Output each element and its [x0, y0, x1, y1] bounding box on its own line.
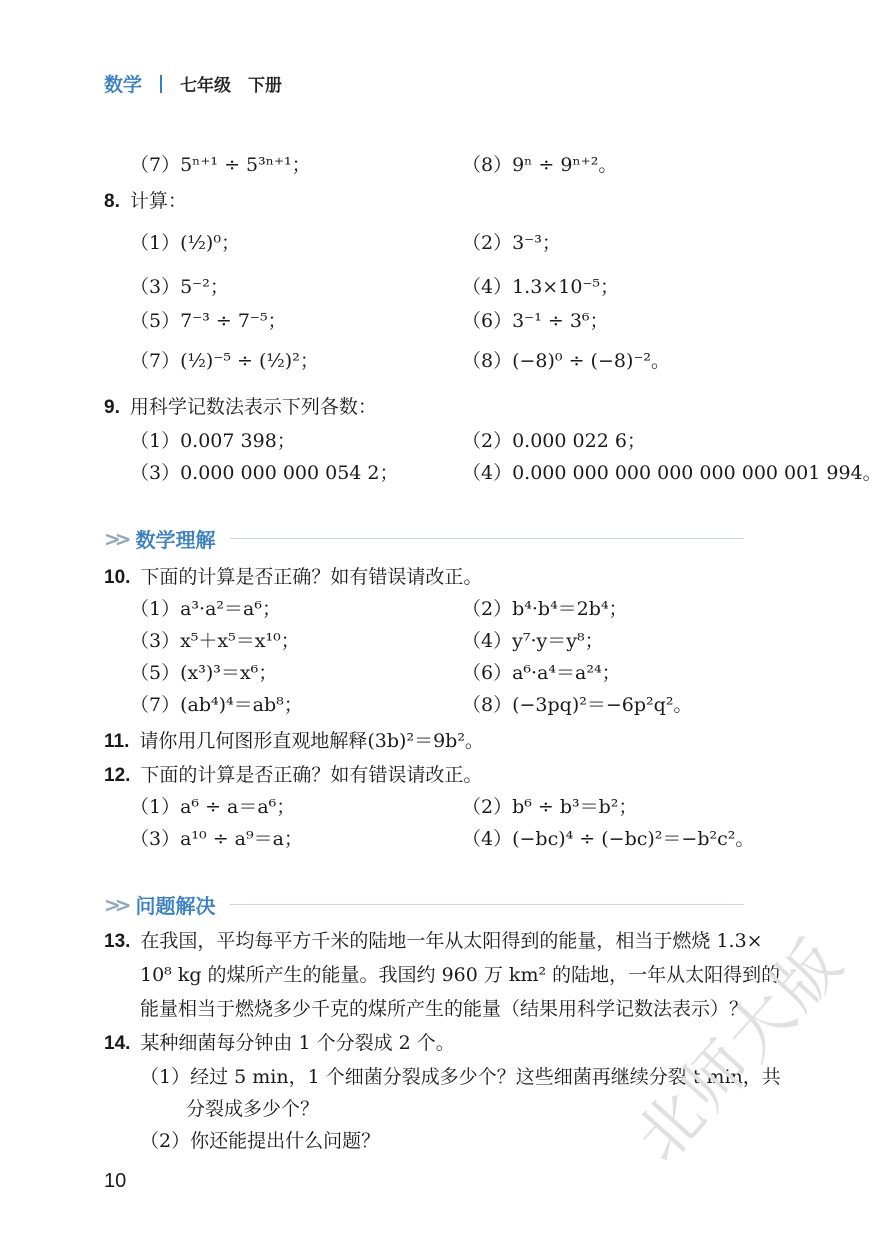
exercise-row: [130, 346, 794, 373]
page-header: [104, 70, 282, 97]
question-13-line: 能量相当于燃烧多少千克的煤所产生的能量（结果用科学记数法表示）？: [140, 998, 749, 1020]
question-13-line: 10⁸ kg 的煤所产生的能量。我国约 960 万 km² 的陆地，一年从太阳得到的: [140, 964, 781, 986]
item: （8）9ⁿ ÷ 9ⁿ⁺²。: [462, 154, 618, 176]
exercise-row: [130, 626, 794, 653]
exercise-row: [130, 658, 794, 685]
question-14: 14. 某种细菌每分钟由 1 个分裂成 2 个。: [104, 1032, 455, 1054]
section-heading: >> 数学理解: [104, 524, 744, 553]
item: （7）5ⁿ⁺¹ ÷ 5³ⁿ⁺¹；: [130, 154, 311, 176]
exercise-row: [130, 690, 794, 717]
item: （4）0.000 000 000 000 000 000 001 994。: [462, 462, 882, 484]
question-9: 9. 用科学记数法表示下列各数：: [104, 396, 377, 418]
exercise-row: [130, 426, 794, 453]
subject-label: 数学: [104, 74, 143, 96]
item: （1）a⁶ ÷ a＝a⁶；: [130, 796, 296, 818]
question-11: 11. 请你用几何图形直观地解释(3b)²＝9b²。: [104, 730, 484, 752]
question-13: 13. 在我国，平均每平方千米的陆地一年从太阳得到的能量，相当于燃烧 1.3×: [104, 930, 763, 952]
question-14-part: （1）经过 5 min，1 个细菌分裂成多少个？这些细菌再继续分裂 t min，共: [140, 1066, 781, 1088]
item: （3）a¹⁰ ÷ a⁹＝a；: [130, 828, 303, 850]
item: （7）(½)⁻⁵ ÷ (½)²；: [130, 350, 319, 372]
item: （5）(x³)³＝x⁶；: [130, 662, 278, 684]
chevron-icon: >>: [104, 526, 126, 551]
exercise-row: [130, 228, 794, 255]
exercise-row: [130, 272, 794, 299]
question-10: 10. 下面的计算是否正确？如有错误请改正。: [104, 566, 483, 588]
item: （2）b⁶ ÷ b³＝b²；: [462, 796, 638, 818]
exercise-row: [130, 594, 794, 621]
question-8: 8. 计算：: [104, 190, 187, 212]
chevron-icon: >>: [104, 892, 126, 917]
item: （3）5⁻²；: [130, 276, 229, 298]
watermark: 北师大版: [621, 924, 859, 1176]
item: （3）x⁵＋x⁵＝x¹⁰；: [130, 630, 300, 652]
exercise-row: [130, 150, 794, 177]
item: （4）y⁷·y＝y⁸；: [462, 630, 604, 652]
item: （2）0.000 022 6；: [462, 430, 646, 452]
exercise-row: [130, 824, 794, 851]
item: （6）a⁶·a⁴＝a²⁴；: [462, 662, 621, 684]
item: （8）(−3pq)²＝−6p²q²。: [462, 694, 693, 716]
item: （2）b⁴·b⁴＝2b⁴；: [462, 598, 628, 620]
item: （4）(−bc)⁴ ÷ (−bc)²＝−b²c²。: [462, 828, 755, 850]
item: （1）(½)⁰；: [130, 232, 240, 254]
grade-label: 七年级 下册: [180, 76, 283, 96]
question-12: 12. 下面的计算是否正确？如有错误请改正。: [104, 764, 483, 786]
item: （6）3⁻¹ ÷ 3⁶；: [462, 310, 609, 332]
question-14-part: 分裂成多少个？: [186, 1098, 320, 1120]
item: （4）1.3×10⁻⁵；: [462, 276, 620, 298]
exercise-row: [130, 792, 794, 819]
question-14-part: （2）你还能提出什么问题？: [140, 1130, 381, 1152]
item: （3）0.000 000 000 054 2；: [130, 462, 399, 484]
exercise-row: [130, 458, 882, 485]
header-divider: [160, 75, 162, 93]
exercise-row: [130, 306, 794, 333]
item: （1）a³·a²＝a⁶；: [130, 598, 281, 620]
item: （1）0.007 398；: [130, 430, 296, 452]
item: （8）(−8)⁰ ÷ (−8)⁻²。: [462, 350, 671, 372]
section-heading: >> 问题解决: [104, 890, 744, 919]
page-number: 10: [104, 1170, 127, 1192]
item: （2）3⁻³；: [462, 232, 561, 254]
item: （7）(ab⁴)⁴＝ab⁸；: [130, 694, 303, 716]
item: （5）7⁻³ ÷ 7⁻⁵；: [130, 310, 287, 332]
